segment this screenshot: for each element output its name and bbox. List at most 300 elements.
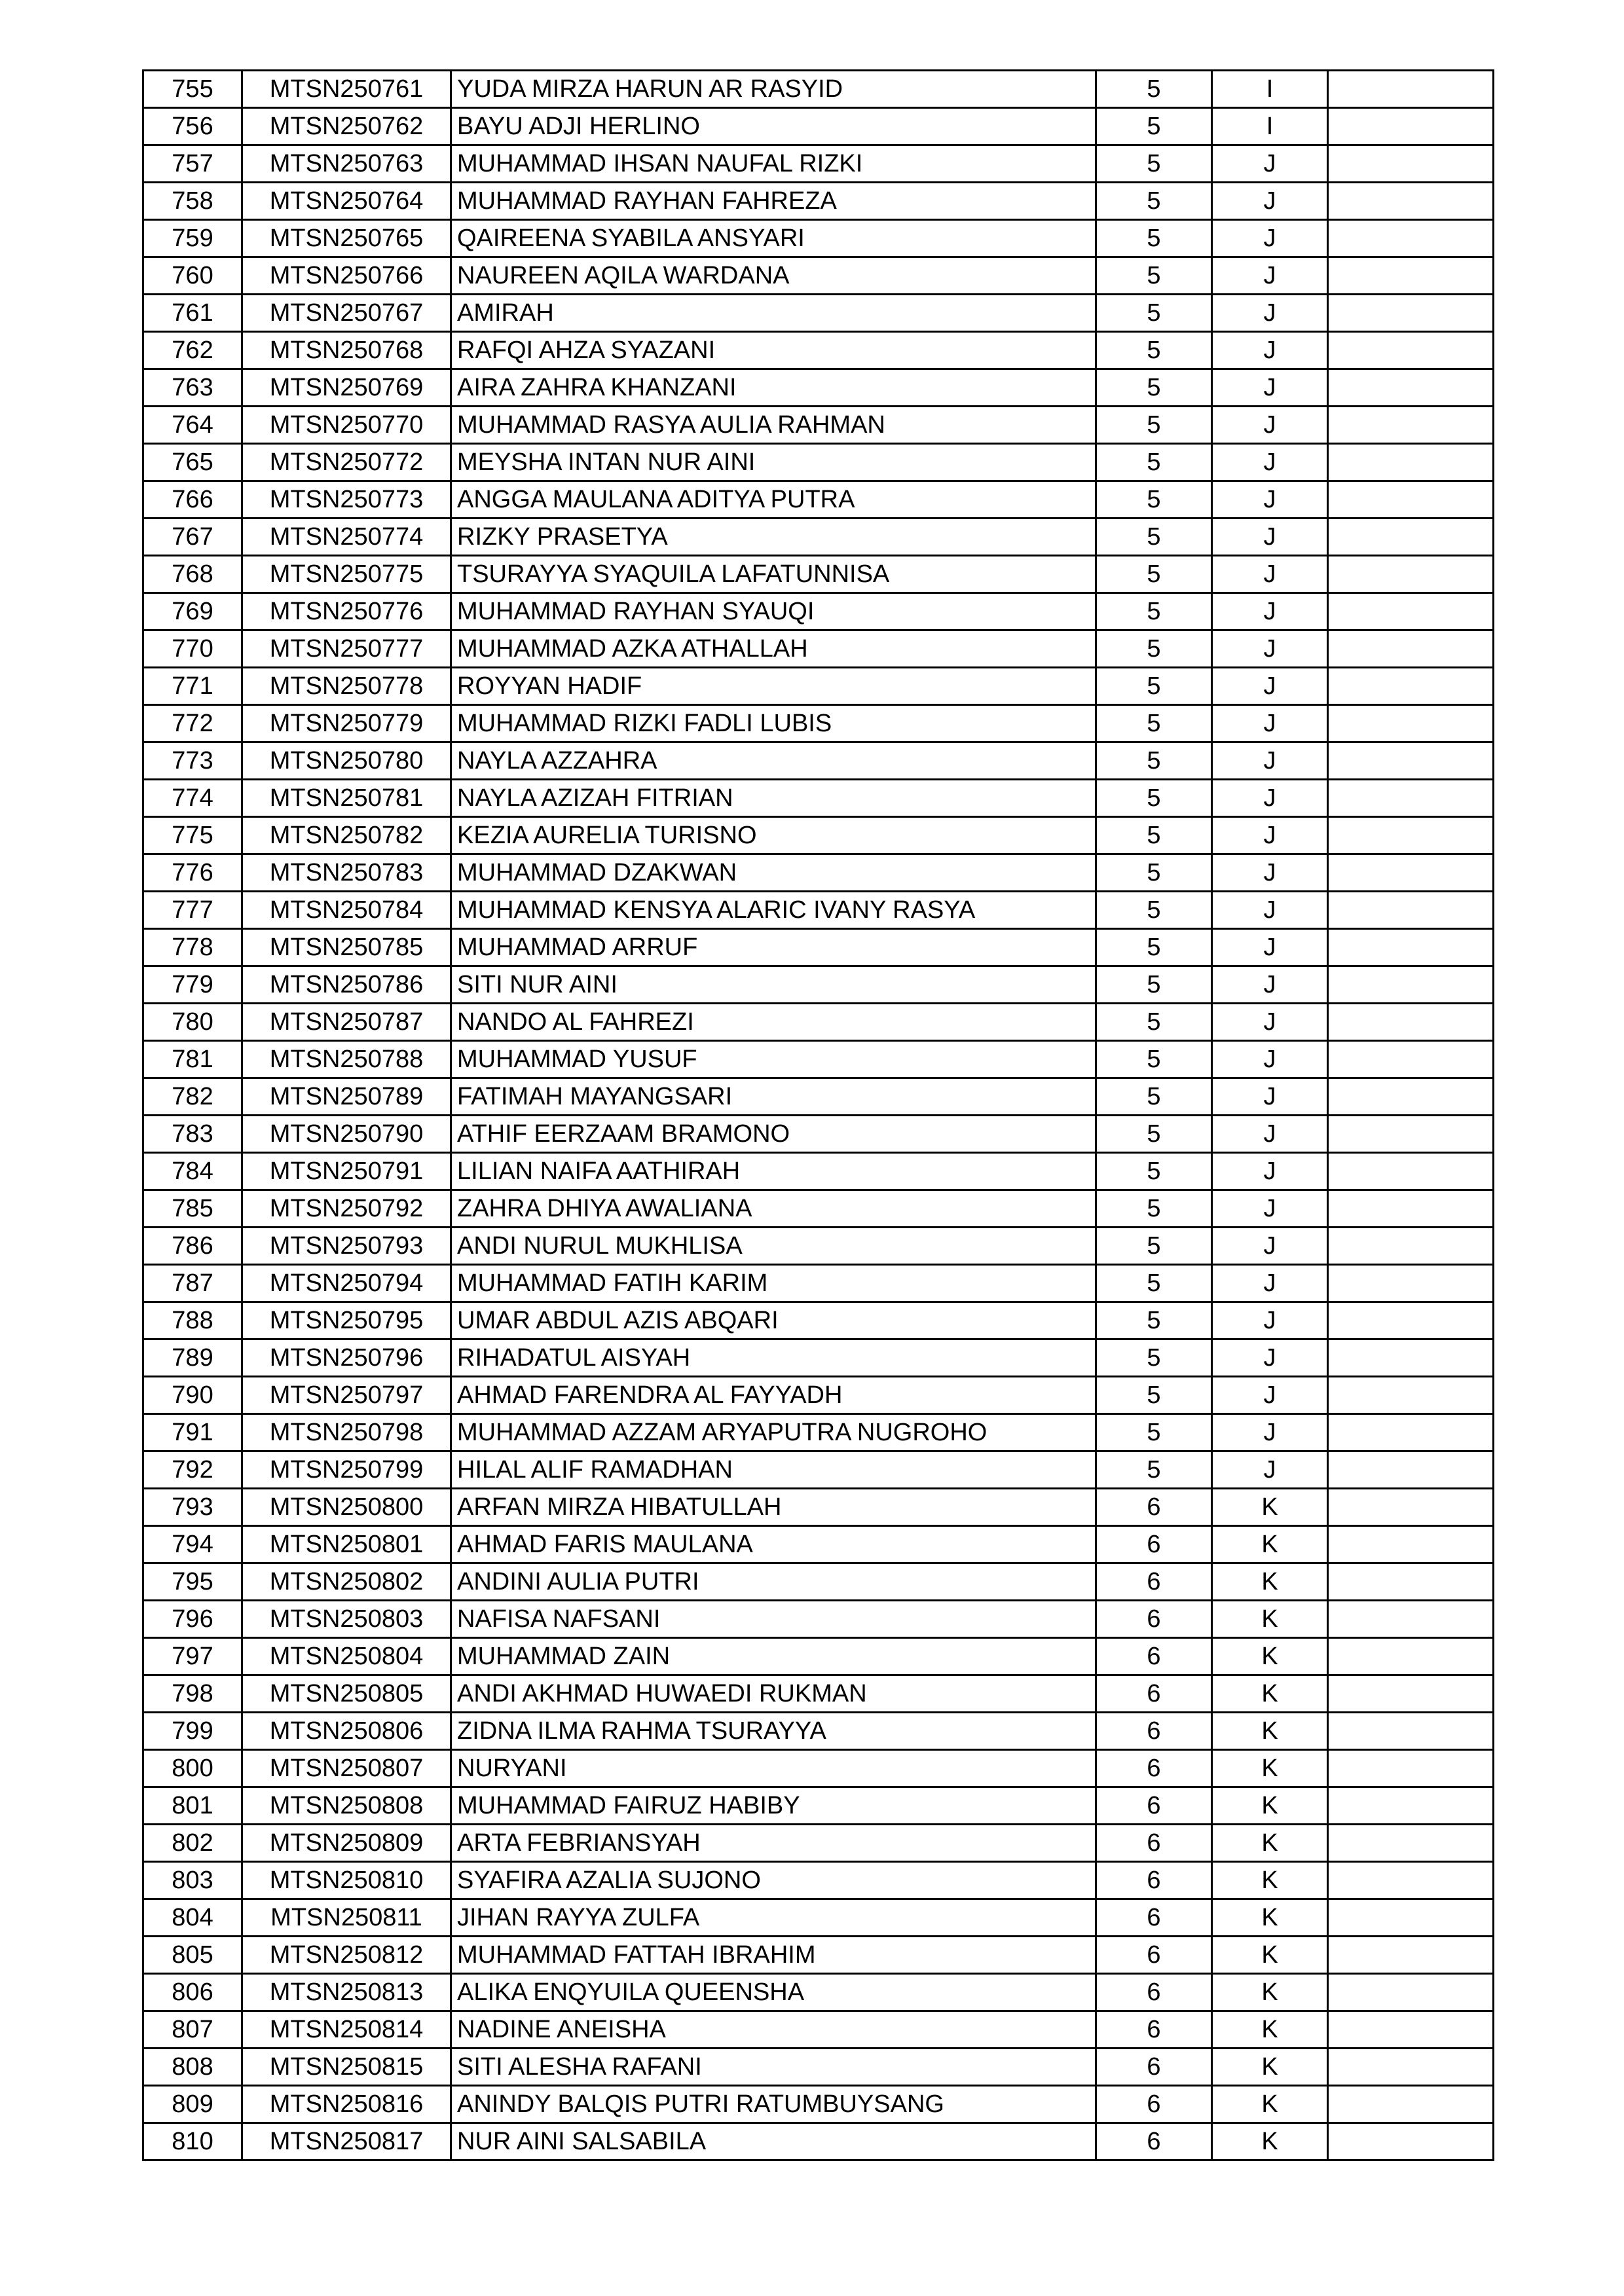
room-code: K — [1212, 1787, 1328, 1825]
participant-name: MUHAMMAD DZAKWAN — [451, 854, 1096, 892]
row-number: 779 — [143, 966, 242, 1004]
participant-id: MTSN250792 — [242, 1190, 451, 1228]
empty-cell — [1328, 1228, 1494, 1265]
session-number: 5 — [1096, 817, 1212, 854]
row-number: 783 — [143, 1116, 242, 1153]
row-number: 782 — [143, 1078, 242, 1116]
room-code: J — [1212, 257, 1328, 295]
participant-id: MTSN250805 — [242, 1675, 451, 1713]
session-number: 6 — [1096, 1787, 1212, 1825]
table-row — [143, 705, 1494, 742]
room-code: J — [1212, 407, 1328, 444]
room-code: J — [1212, 630, 1328, 668]
session-number: 5 — [1096, 1004, 1212, 1041]
participant-id: MTSN250769 — [242, 369, 451, 407]
row-number: 757 — [143, 145, 242, 183]
participant-id: MTSN250797 — [242, 1377, 451, 1414]
session-number: 5 — [1096, 742, 1212, 780]
table-row — [143, 145, 1494, 183]
table-row — [143, 1377, 1494, 1414]
session-number: 5 — [1096, 257, 1212, 295]
session-number: 5 — [1096, 108, 1212, 145]
participant-name: ANDI NURUL MUKHLISA — [451, 1228, 1096, 1265]
room-code: J — [1212, 668, 1328, 705]
participant-name: AHMAD FARENDRA AL FAYYADH — [451, 1377, 1096, 1414]
empty-cell — [1328, 108, 1494, 145]
table-row — [143, 1339, 1494, 1377]
participant-id: MTSN250795 — [242, 1302, 451, 1339]
empty-cell — [1328, 780, 1494, 817]
room-code: J — [1212, 1116, 1328, 1153]
table-row — [143, 519, 1494, 556]
participant-id: MTSN250775 — [242, 556, 451, 593]
participant-id: MTSN250762 — [242, 108, 451, 145]
participant-id: MTSN250787 — [242, 1004, 451, 1041]
table-row — [143, 593, 1494, 630]
row-number: 798 — [143, 1675, 242, 1713]
table-row — [143, 257, 1494, 295]
session-number: 5 — [1096, 183, 1212, 220]
session-number: 5 — [1096, 780, 1212, 817]
participant-name: MUHAMMAD FATIH KARIM — [451, 1265, 1096, 1302]
table-row — [143, 444, 1494, 481]
room-code: K — [1212, 1750, 1328, 1787]
session-number: 5 — [1096, 854, 1212, 892]
room-code: J — [1212, 444, 1328, 481]
empty-cell — [1328, 630, 1494, 668]
participant-name: ANGGA MAULANA ADITYA PUTRA — [451, 481, 1096, 519]
session-number: 5 — [1096, 1377, 1212, 1414]
room-code: K — [1212, 1638, 1328, 1675]
row-number: 766 — [143, 481, 242, 519]
session-number: 6 — [1096, 1862, 1212, 1899]
room-code: K — [1212, 1713, 1328, 1750]
row-number: 781 — [143, 1041, 242, 1078]
empty-cell — [1328, 1899, 1494, 1937]
room-code: J — [1212, 481, 1328, 519]
participant-name: QAIREENA SYABILA ANSYARI — [451, 220, 1096, 257]
room-code: K — [1212, 1601, 1328, 1638]
room-code: J — [1212, 742, 1328, 780]
session-number: 5 — [1096, 668, 1212, 705]
row-number: 787 — [143, 1265, 242, 1302]
participant-name: HILAL ALIF RAMADHAN — [451, 1451, 1096, 1489]
participant-name: ATHIF EERZAAM BRAMONO — [451, 1116, 1096, 1153]
row-number: 785 — [143, 1190, 242, 1228]
participant-name: MUHAMMAD ZAIN — [451, 1638, 1096, 1675]
participant-id: MTSN250770 — [242, 407, 451, 444]
room-code: K — [1212, 1899, 1328, 1937]
row-number: 799 — [143, 1713, 242, 1750]
table-row — [143, 1153, 1494, 1190]
empty-cell — [1328, 556, 1494, 593]
session-number: 5 — [1096, 332, 1212, 369]
row-number: 775 — [143, 817, 242, 854]
participant-name: RIHADATUL AISYAH — [451, 1339, 1096, 1377]
row-number: 802 — [143, 1825, 242, 1862]
empty-cell — [1328, 183, 1494, 220]
row-number: 790 — [143, 1377, 242, 1414]
participant-id: MTSN250800 — [242, 1489, 451, 1526]
empty-cell — [1328, 1190, 1494, 1228]
table-row — [143, 817, 1494, 854]
row-number: 770 — [143, 630, 242, 668]
empty-cell — [1328, 929, 1494, 966]
room-code: J — [1212, 1078, 1328, 1116]
room-code: J — [1212, 183, 1328, 220]
participant-id: MTSN250796 — [242, 1339, 451, 1377]
table-row — [143, 854, 1494, 892]
row-number: 768 — [143, 556, 242, 593]
participant-id: MTSN250793 — [242, 1228, 451, 1265]
table-row — [143, 1787, 1494, 1825]
table-row — [143, 1862, 1494, 1899]
participant-id: MTSN250773 — [242, 481, 451, 519]
session-number: 6 — [1096, 1638, 1212, 1675]
participant-id: MTSN250808 — [242, 1787, 451, 1825]
row-number: 788 — [143, 1302, 242, 1339]
participant-name: MUHAMMAD RASYA AULIA RAHMAN — [451, 407, 1096, 444]
participant-id: MTSN250791 — [242, 1153, 451, 1190]
room-code: I — [1212, 108, 1328, 145]
participant-id: MTSN250789 — [242, 1078, 451, 1116]
table-row — [143, 1116, 1494, 1153]
participant-id: MTSN250806 — [242, 1713, 451, 1750]
session-number: 6 — [1096, 1563, 1212, 1601]
room-code: J — [1212, 145, 1328, 183]
row-number: 765 — [143, 444, 242, 481]
room-code: K — [1212, 2086, 1328, 2123]
participant-name: SITI ALESHA RAFANI — [451, 2049, 1096, 2086]
session-number: 5 — [1096, 1153, 1212, 1190]
empty-cell — [1328, 1787, 1494, 1825]
table-row — [143, 1265, 1494, 1302]
participant-id: MTSN250781 — [242, 780, 451, 817]
participant-id: MTSN250794 — [242, 1265, 451, 1302]
empty-cell — [1328, 332, 1494, 369]
table-row — [143, 2123, 1494, 2160]
row-number: 772 — [143, 705, 242, 742]
room-code: K — [1212, 1825, 1328, 1862]
participant-name: YUDA MIRZA HARUN AR RASYID — [451, 71, 1096, 108]
empty-cell — [1328, 295, 1494, 332]
row-number: 804 — [143, 1899, 242, 1937]
participant-name: MEYSHA INTAN NUR AINI — [451, 444, 1096, 481]
participant-id: MTSN250799 — [242, 1451, 451, 1489]
session-number: 5 — [1096, 145, 1212, 183]
empty-cell — [1328, 966, 1494, 1004]
table-row — [143, 295, 1494, 332]
row-number: 795 — [143, 1563, 242, 1601]
row-number: 758 — [143, 183, 242, 220]
row-number: 810 — [143, 2123, 242, 2160]
table-row — [143, 929, 1494, 966]
participant-name: NAYLA AZIZAH FITRIAN — [451, 780, 1096, 817]
room-code: K — [1212, 1862, 1328, 1899]
table-row — [143, 1228, 1494, 1265]
session-number: 5 — [1096, 295, 1212, 332]
row-number: 800 — [143, 1750, 242, 1787]
empty-cell — [1328, 1302, 1494, 1339]
row-number: 777 — [143, 892, 242, 929]
participant-id: MTSN250768 — [242, 332, 451, 369]
empty-cell — [1328, 1675, 1494, 1713]
participant-id: MTSN250788 — [242, 1041, 451, 1078]
session-number: 5 — [1096, 1116, 1212, 1153]
table-row — [143, 220, 1494, 257]
session-number: 5 — [1096, 1041, 1212, 1078]
table-row — [143, 1750, 1494, 1787]
participant-name: ARTA FEBRIANSYAH — [451, 1825, 1096, 1862]
participant-id: MTSN250802 — [242, 1563, 451, 1601]
participant-name: MUHAMMAD YUSUF — [451, 1041, 1096, 1078]
table-row — [143, 742, 1494, 780]
participant-name: MUHAMMAD AZKA ATHALLAH — [451, 630, 1096, 668]
session-number: 5 — [1096, 407, 1212, 444]
row-number: 764 — [143, 407, 242, 444]
session-number: 6 — [1096, 1937, 1212, 1974]
participant-name: MUHAMMAD IHSAN NAUFAL RIZKI — [451, 145, 1096, 183]
empty-cell — [1328, 369, 1494, 407]
room-code: J — [1212, 892, 1328, 929]
session-number: 5 — [1096, 1414, 1212, 1451]
row-number: 789 — [143, 1339, 242, 1377]
room-code: J — [1212, 1377, 1328, 1414]
empty-cell — [1328, 2123, 1494, 2160]
empty-cell — [1328, 2049, 1494, 2086]
table-row — [143, 556, 1494, 593]
row-number: 805 — [143, 1937, 242, 1974]
room-code: J — [1212, 556, 1328, 593]
room-code: J — [1212, 929, 1328, 966]
participant-name: MUHAMMAD ARRUF — [451, 929, 1096, 966]
table-row — [143, 2011, 1494, 2049]
participant-name: LILIAN NAIFA AATHIRAH — [451, 1153, 1096, 1190]
table-row — [143, 2086, 1494, 2123]
participant-id: MTSN250772 — [242, 444, 451, 481]
empty-cell — [1328, 1862, 1494, 1899]
session-number: 6 — [1096, 1489, 1212, 1526]
participant-name: FATIMAH MAYANGSARI — [451, 1078, 1096, 1116]
table-row — [143, 892, 1494, 929]
empty-cell — [1328, 145, 1494, 183]
table-row — [143, 1974, 1494, 2011]
participant-id: MTSN250783 — [242, 854, 451, 892]
session-number: 5 — [1096, 1190, 1212, 1228]
session-number: 5 — [1096, 481, 1212, 519]
participant-id: MTSN250764 — [242, 183, 451, 220]
participant-id: MTSN250812 — [242, 1937, 451, 1974]
participant-name: SYAFIRA AZALIA SUJONO — [451, 1862, 1096, 1899]
participant-name: MUHAMMAD FAIRUZ HABIBY — [451, 1787, 1096, 1825]
row-number: 773 — [143, 742, 242, 780]
room-code: K — [1212, 1937, 1328, 1974]
row-number: 796 — [143, 1601, 242, 1638]
participant-id: MTSN250804 — [242, 1638, 451, 1675]
session-number: 6 — [1096, 2123, 1212, 2160]
table-row — [143, 1675, 1494, 1713]
participant-name: MUHAMMAD RIZKI FADLI LUBIS — [451, 705, 1096, 742]
table-row — [143, 1451, 1494, 1489]
session-number: 6 — [1096, 2086, 1212, 2123]
session-number: 5 — [1096, 892, 1212, 929]
empty-cell — [1328, 668, 1494, 705]
session-number: 6 — [1096, 1750, 1212, 1787]
room-code: J — [1212, 332, 1328, 369]
empty-cell — [1328, 854, 1494, 892]
empty-cell — [1328, 407, 1494, 444]
table-row — [143, 2049, 1494, 2086]
empty-cell — [1328, 1563, 1494, 1601]
participant-id: MTSN250765 — [242, 220, 451, 257]
empty-cell — [1328, 1451, 1494, 1489]
empty-cell — [1328, 220, 1494, 257]
participant-table-body — [143, 71, 1494, 2160]
participant-id: MTSN250815 — [242, 2049, 451, 2086]
participant-name: ROYYAN HADIF — [451, 668, 1096, 705]
row-number: 803 — [143, 1862, 242, 1899]
room-code: K — [1212, 1974, 1328, 2011]
row-number: 809 — [143, 2086, 242, 2123]
room-code: J — [1212, 705, 1328, 742]
participant-id: MTSN250776 — [242, 593, 451, 630]
participant-name: NADINE ANEISHA — [451, 2011, 1096, 2049]
participant-name: ANDI AKHMAD HUWAEDI RUKMAN — [451, 1675, 1096, 1713]
participant-name: NAUREEN AQILA WARDANA — [451, 257, 1096, 295]
table-row — [143, 183, 1494, 220]
room-code: J — [1212, 966, 1328, 1004]
empty-cell — [1328, 257, 1494, 295]
table-row — [143, 1190, 1494, 1228]
table-row — [143, 369, 1494, 407]
participant-id: MTSN250784 — [242, 892, 451, 929]
participant-name: NAFISA NAFSANI — [451, 1601, 1096, 1638]
empty-cell — [1328, 1153, 1494, 1190]
row-number: 767 — [143, 519, 242, 556]
table-row — [143, 1601, 1494, 1638]
session-number: 6 — [1096, 1713, 1212, 1750]
session-number: 5 — [1096, 444, 1212, 481]
empty-cell — [1328, 1377, 1494, 1414]
row-number: 784 — [143, 1153, 242, 1190]
table-row — [143, 108, 1494, 145]
session-number: 5 — [1096, 1339, 1212, 1377]
session-number: 5 — [1096, 929, 1212, 966]
empty-cell — [1328, 892, 1494, 929]
row-number: 761 — [143, 295, 242, 332]
empty-cell — [1328, 817, 1494, 854]
row-number: 771 — [143, 668, 242, 705]
room-code: I — [1212, 71, 1328, 108]
room-code: K — [1212, 1489, 1328, 1526]
session-number: 6 — [1096, 1601, 1212, 1638]
participant-name: KEZIA AURELIA TURISNO — [451, 817, 1096, 854]
participant-id: MTSN250777 — [242, 630, 451, 668]
room-code: J — [1212, 1041, 1328, 1078]
room-code: J — [1212, 519, 1328, 556]
participant-id: MTSN250782 — [242, 817, 451, 854]
session-number: 5 — [1096, 1265, 1212, 1302]
row-number: 791 — [143, 1414, 242, 1451]
empty-cell — [1328, 742, 1494, 780]
room-code: K — [1212, 1675, 1328, 1713]
room-code: J — [1212, 220, 1328, 257]
participant-name: SITI NUR AINI — [451, 966, 1096, 1004]
participant-id: MTSN250790 — [242, 1116, 451, 1153]
participant-name: ALIKA ENQYUILA QUEENSHA — [451, 1974, 1096, 2011]
session-number: 5 — [1096, 705, 1212, 742]
participant-name: MUHAMMAD FATTAH IBRAHIM — [451, 1937, 1096, 1974]
session-number: 6 — [1096, 1899, 1212, 1937]
empty-cell — [1328, 1078, 1494, 1116]
row-number: 755 — [143, 71, 242, 108]
empty-cell — [1328, 1713, 1494, 1750]
participant-name: JIHAN RAYYA ZULFA — [451, 1899, 1096, 1937]
session-number: 5 — [1096, 220, 1212, 257]
empty-cell — [1328, 593, 1494, 630]
participant-id: MTSN250766 — [242, 257, 451, 295]
participant-name: MUHAMMAD RAYHAN SYAUQI — [451, 593, 1096, 630]
participant-name: ANINDY BALQIS PUTRI RATUMBUYSANG — [451, 2086, 1096, 2123]
room-code: J — [1212, 1414, 1328, 1451]
participant-id: MTSN250810 — [242, 1862, 451, 1899]
row-number: 763 — [143, 369, 242, 407]
participant-id: MTSN250780 — [242, 742, 451, 780]
empty-cell — [1328, 519, 1494, 556]
row-number: 780 — [143, 1004, 242, 1041]
room-code: J — [1212, 369, 1328, 407]
participant-id: MTSN250778 — [242, 668, 451, 705]
table-row — [143, 332, 1494, 369]
table-row — [143, 1302, 1494, 1339]
table-row — [143, 780, 1494, 817]
row-number: 807 — [143, 2011, 242, 2049]
participant-name: NAYLA AZZAHRA — [451, 742, 1096, 780]
table-row — [143, 1526, 1494, 1563]
session-number: 5 — [1096, 593, 1212, 630]
row-number: 769 — [143, 593, 242, 630]
row-number: 793 — [143, 1489, 242, 1526]
table-row — [143, 1414, 1494, 1451]
session-number: 6 — [1096, 2049, 1212, 2086]
session-number: 5 — [1096, 519, 1212, 556]
empty-cell — [1328, 2086, 1494, 2123]
empty-cell — [1328, 444, 1494, 481]
row-number: 776 — [143, 854, 242, 892]
room-code: J — [1212, 1228, 1328, 1265]
participant-name: TSURAYYA SYAQUILA LAFATUNNISA — [451, 556, 1096, 593]
empty-cell — [1328, 1974, 1494, 2011]
room-code: J — [1212, 1265, 1328, 1302]
empty-cell — [1328, 705, 1494, 742]
session-number: 5 — [1096, 966, 1212, 1004]
participant-name: ZAHRA DHIYA AWALIANA — [451, 1190, 1096, 1228]
empty-cell — [1328, 1526, 1494, 1563]
session-number: 5 — [1096, 630, 1212, 668]
table-row — [143, 1713, 1494, 1750]
table-row — [143, 1489, 1494, 1526]
participant-name: AIRA ZAHRA KHANZANI — [451, 369, 1096, 407]
row-number: 759 — [143, 220, 242, 257]
empty-cell — [1328, 1116, 1494, 1153]
participant-id: MTSN250816 — [242, 2086, 451, 2123]
table-row — [143, 1004, 1494, 1041]
empty-cell — [1328, 2011, 1494, 2049]
row-number: 762 — [143, 332, 242, 369]
participant-id: MTSN250786 — [242, 966, 451, 1004]
empty-cell — [1328, 1414, 1494, 1451]
room-code: K — [1212, 2123, 1328, 2160]
